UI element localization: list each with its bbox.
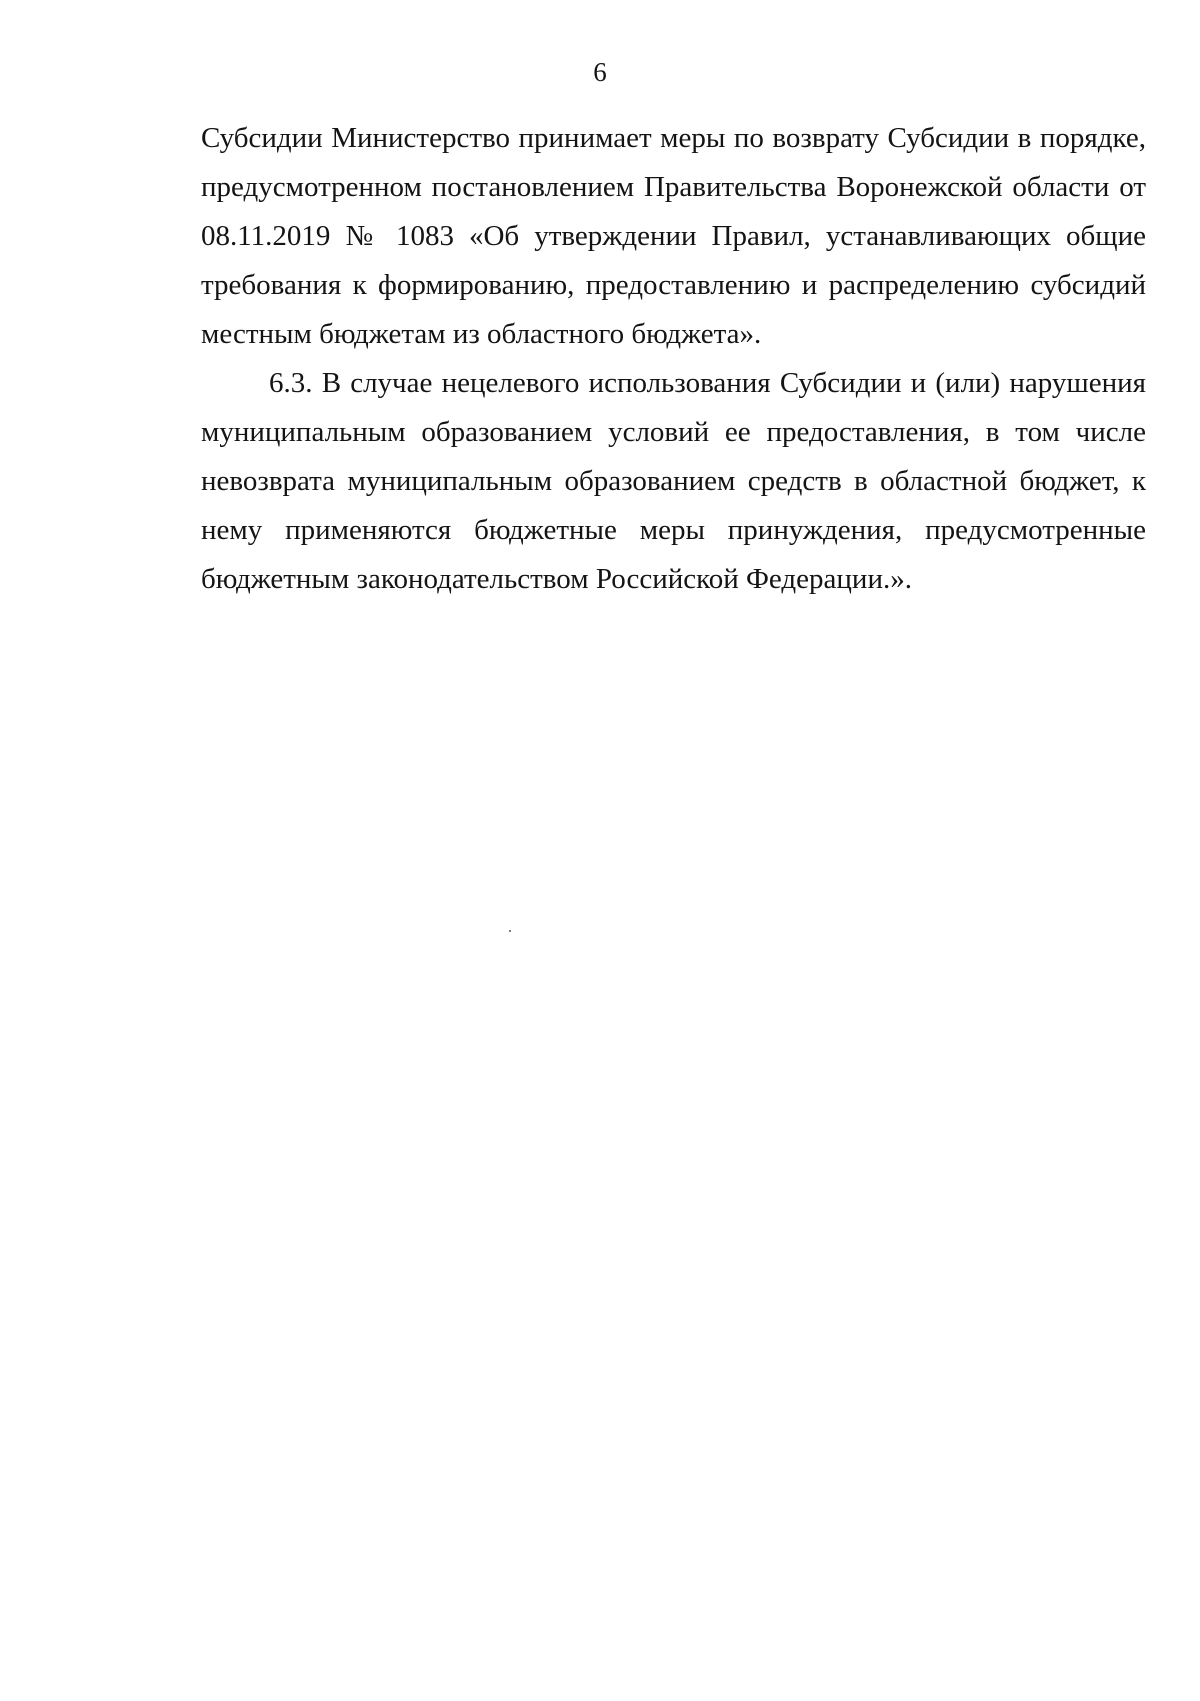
document-body xyxy=(201,114,1146,604)
page-number: 6 xyxy=(593,57,607,87)
paragraph-6-3: 6.3. В случае нецелевого использования Субсидии и (или) нарушения муниципальным образованием условий ее предоставления, в том числе невозврата муниципальным образованием средств в областной бюджет, к нему применяются бюджетные меры принуждения, предусмотренные бюджетным законодательством Российской Федерации.». xyxy=(201,367,1146,595)
scan-speck xyxy=(509,930,511,932)
paragraph-continuation: Субсидии Министерство принимает меры по возврату Субсидии в порядке, предусмотренном постановлением Правительства Воронежской области от 08.11.2019 № 1083 «Об утверждении Правил, устанавливающих общие требования к формированию, предоставлению и распределению субсидий местным бюджетам из областного бюджета». xyxy=(201,122,1146,350)
